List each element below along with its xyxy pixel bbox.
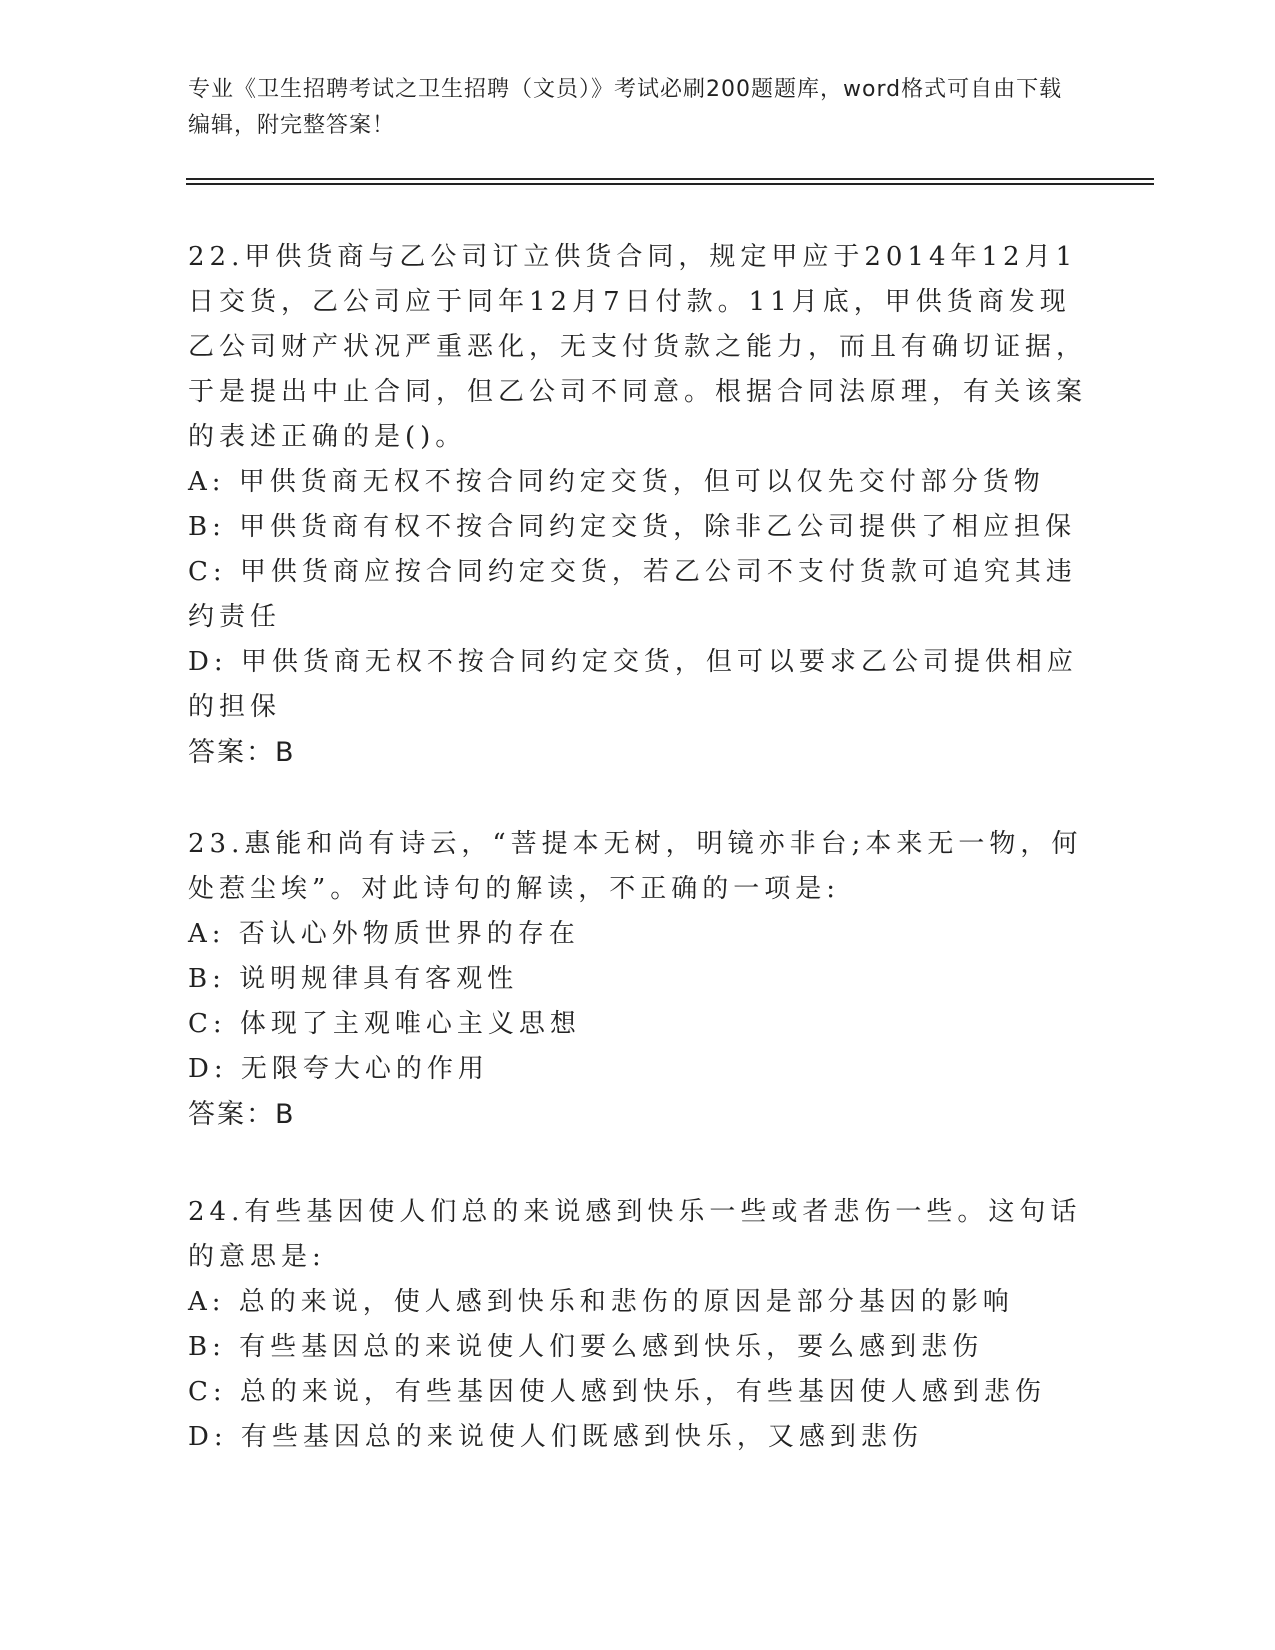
- option-b: B: 说明规律具有客观性: [188, 964, 519, 994]
- header-rule-top: [186, 178, 1154, 180]
- option-c: C: 总的来说，有些基因使人感到快乐，有些基因使人感到悲伤: [188, 1377, 1046, 1407]
- question-stem: 22.甲供货商与乙公司订立供货合同，规定甲应于2014年12月1日交货，乙公司应于同年12月7日付款。11月底，甲供货商发现乙公司财产状况严重恶化，无支付货款之能力，而且有确切证据，于是提出中止合同，但乙公司不同意。根据合同法原理，有关该案的表述正确的是()。: [188, 242, 1088, 452]
- question-stem: 24.有些基因使人们总的来说感到快乐一些或者悲伤一些。这句话的意思是:: [188, 1197, 1082, 1272]
- option-d: D: 有些基因总的来说使人们既感到快乐，又感到悲伤: [188, 1422, 923, 1452]
- option-c: C: 体现了主观唯心主义思想: [188, 1009, 581, 1039]
- option-d: D: 甲供货商无权不按合同约定交货，但可以要求乙公司提供相应的担保: [188, 647, 1078, 722]
- answer: 答案：B: [188, 737, 296, 768]
- option-c: C: 甲供货商应按合同约定交货，若乙公司不支付货款可追究其违约责任: [188, 557, 1077, 632]
- question-22: [188, 235, 1088, 775]
- option-a: A: 甲供货商无权不按合同约定交货，但可以仅先交付部分货物: [188, 467, 1045, 497]
- option-b: B: 有些基因总的来说使人们要么感到快乐，要么感到悲伤: [188, 1332, 984, 1362]
- question-24: [188, 1190, 1088, 1460]
- option-a: A: 总的来说，使人感到快乐和悲伤的原因是部分基因的影响: [188, 1287, 1014, 1317]
- option-a: A: 否认心外物质世界的存在: [188, 919, 580, 949]
- question-23: [188, 822, 1088, 1137]
- answer: 答案：B: [188, 1099, 296, 1130]
- question-stem: 23.惠能和尚有诗云，“菩提本无树，明镜亦非台;本来无一物，何处惹尘埃”。对此诗句的解读，不正确的一项是:: [188, 829, 1083, 904]
- document-header: 专业《卫生招聘考试之卫生招聘（文员）》考试必刷200题题库，word格式可自由下载编辑，附完整答案！: [188, 77, 1063, 138]
- option-d: D: 无限夸大心的作用: [188, 1054, 489, 1084]
- option-b: B: 甲供货商有权不按合同约定交货，除非乙公司提供了相应担保: [188, 512, 1077, 542]
- header-rule-bottom: [186, 183, 1154, 185]
